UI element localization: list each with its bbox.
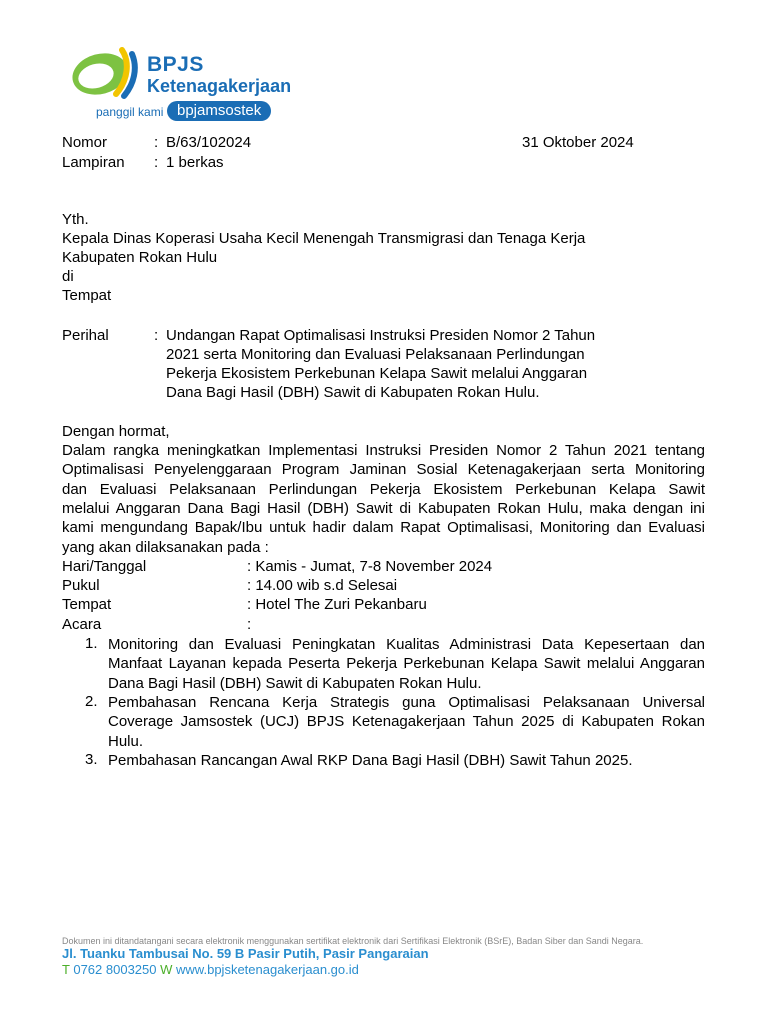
detail-value-pukul: : 14.00 wib s.d Selesai bbox=[247, 577, 398, 594]
logo-name: BPJS bbox=[147, 53, 204, 76]
footer-website[interactable]: www.bpjsketenagakerjaan.go.id bbox=[176, 962, 359, 977]
bpjs-emblem-icon bbox=[70, 44, 150, 104]
perihal-separator: : bbox=[154, 327, 159, 344]
body-paragraph-line: yang akan dilaksanakan pada : bbox=[62, 539, 269, 556]
agenda-item: Monitoring dan Evaluasi Peningkatan Kualitas Administrasi Data Kepesertaan dan Manfaat Layanan kepada Peserta Pekerja Perkebunan Kelapa Sawit melalui Anggaran Dana Bagi Hasil (DBH) Sawit di Kabupaten Rokan Hulu. bbox=[108, 636, 705, 692]
nomor-separator: : bbox=[154, 134, 159, 151]
bpjs-logo bbox=[70, 44, 315, 126]
body-paragraph-line: Dalam rangka meningkatkan Implementasi Instruksi Presiden Nomor 2 Tahun 2021 tentang bbox=[62, 442, 705, 459]
lampiran-value: 1 berkas bbox=[166, 154, 224, 171]
lampiran-separator: : bbox=[154, 154, 159, 171]
footer-address: Jl. Tuanku Tambusai No. 59 B Pasir Putih, Pasir Pangaraian bbox=[62, 946, 429, 961]
body-paragraph-line: kami mengundang Bapak/Ibu untuk hadir dalam Rapat Optimalisasi, Monitoring dan Evaluasi bbox=[62, 519, 705, 536]
recipient-line: Kabupaten Rokan Hulu bbox=[62, 249, 218, 266]
perihal-line: Dana Bagi Hasil (DBH) Sawit di Kabupaten Rokan Hulu. bbox=[166, 384, 540, 401]
agenda-number: 2. bbox=[85, 693, 98, 710]
detail-label-pukul: Pukul bbox=[62, 577, 100, 594]
detail-label-hari: Hari/Tanggal bbox=[62, 558, 147, 575]
body-paragraph-line: melalui Anggaran Dana Bagi Hasil (DBH) Sawit di Kabupaten Rokan Hulu, maka dengan ini bbox=[62, 500, 705, 517]
logo-tagline-brand: bpjamsostek bbox=[167, 101, 271, 121]
nomor-label: Nomor bbox=[62, 134, 108, 151]
letter-date: 31 Oktober 2024 bbox=[522, 134, 634, 151]
logo-tagline-prefix: panggil kami bbox=[96, 105, 164, 119]
agenda-number: 1. bbox=[85, 635, 98, 652]
recipient-line: di bbox=[62, 268, 74, 285]
detail-value-hari: : Kamis - Jumat, 7-8 November 2024 bbox=[247, 558, 493, 575]
recipient-yth: Yth. bbox=[62, 211, 89, 228]
footer-signature-note: Dokumen ini ditandatangani secara elektronik menggunakan sertifikat elektronik dari Sertifikasi Elektronik (BSrE), Badan Siber dan Sandi Negara. bbox=[62, 936, 644, 946]
detail-value-acara: : bbox=[247, 616, 252, 633]
body-paragraph-line: dan Evaluasi Pelaksanaan Perlindungan Pekerja Ekosistem Perkebunan Kelapa Sawit bbox=[62, 481, 705, 498]
perihal-line: 2021 serta Monitoring dan Evaluasi Pelaksanaan Perlindungan bbox=[166, 346, 585, 363]
website-label: W bbox=[160, 962, 173, 977]
agenda-item: Pembahasan Rencana Kerja Strategis guna Optimalisasi Pelaksanaan Universal Coverage Jamsostek (UCJ) BPJS Ketenagakerjaan Tahun 2025 di Kabupaten Rokan Hulu. bbox=[108, 694, 705, 750]
phone-label: T bbox=[62, 962, 70, 977]
recipient-line: Kepala Dinas Koperasi Usaha Kecil Menengah Transmigrasi dan Tenaga Kerja bbox=[62, 230, 586, 247]
perihal-label: Perihal bbox=[62, 327, 109, 344]
logo-subtitle: Ketenagakerjaan bbox=[147, 76, 292, 96]
agenda-number: 3. bbox=[85, 751, 98, 768]
body-paragraph-line: Optimalisasi Penyelenggaraan Program Jaminan Sosial Ketenagakerjaan serta Monitoring bbox=[62, 461, 705, 478]
recipient-line: Tempat bbox=[62, 287, 112, 304]
detail-label-acara: Acara bbox=[62, 616, 102, 633]
footer-contact bbox=[62, 962, 359, 977]
footer-phone: 0762 8003250 bbox=[73, 962, 157, 977]
perihal-line: Pekerja Ekosistem Perkebunan Kelapa Sawit melalui Anggaran bbox=[166, 365, 588, 382]
perihal-line: Undangan Rapat Optimalisasi Instruksi Presiden Nomor 2 Tahun bbox=[166, 327, 596, 344]
agenda-item: Pembahasan Rancangan Awal RKP Dana Bagi Hasil (DBH) Sawit Tahun 2025. bbox=[108, 752, 633, 769]
detail-value-tempat: : Hotel The Zuri Pekanbaru bbox=[247, 596, 427, 613]
lampiran-label: Lampiran bbox=[62, 154, 125, 171]
nomor-value: B/63/102024 bbox=[166, 134, 252, 151]
detail-label-tempat: Tempat bbox=[62, 596, 112, 613]
greeting: Dengan hormat, bbox=[62, 423, 170, 440]
